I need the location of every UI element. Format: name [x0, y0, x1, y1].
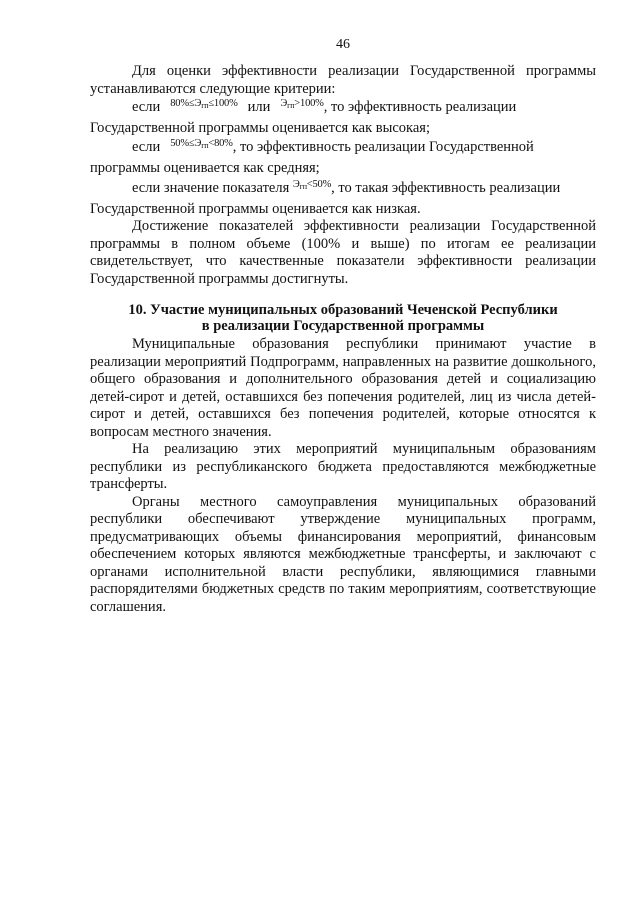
criterion-low-line-2: Государственной программы оценивается как низкая. [90, 200, 421, 217]
criterion-medium-line-2: программы оценивается как средняя; [90, 159, 320, 176]
formula-low: Эгп<50% [292, 179, 332, 191]
criterion-medium-then: , то эффективность реализации Государственной [232, 139, 534, 155]
criterion-low [90, 180, 596, 201]
criterion-low-then: , то такая эффективность реализации [331, 180, 561, 196]
formula-high-range: 80%≤Эгп≤100% [170, 98, 238, 110]
intro-line-1: Для оценки эффективности реализации Государственной программы [132, 63, 596, 79]
criterion-high [90, 99, 596, 120]
section-paragraph-1: Муниципальные образования республики принимают участие в реализации мероприятий Подпрограмм, направленных на развитие дошкольного, общего образования и дополнительного образования детей и социализацию детей-сирот и детей, оставшихся без попечения родителей, лиц из числа детей-сирот и детей, оставшихся без попечения родителей, которые относятся к вопросам местного значения. [90, 336, 596, 440]
section-heading [90, 302, 596, 334]
intro-paragraph [90, 63, 596, 98]
section-paragraph-3: Органы местного самоуправления муниципальных образований республики обеспечивают утверждение муниципальных программ, предусматривающих объемы финансирования мероприятий, финансовым обеспечением которых являются межбюджетные трансферты, и заключают с органами исполнительной власти республики, являющимися главными распорядителями бюджетных средств по таким мероприятиям, соответствующие соглашения. [90, 493, 596, 615]
document-page [90, 36, 596, 616]
formula-high-over: Эгп>100% [280, 98, 324, 110]
criterion-medium [90, 139, 596, 160]
criterion-high-if: если [132, 99, 161, 115]
criterion-high-line-2: Государственной программы оценивается как высокая; [90, 119, 430, 136]
criterion-high-or: или [247, 99, 271, 115]
criterion-medium-if: если [132, 139, 161, 155]
section-paragraph-2: На реализацию этих мероприятий муниципальным образованиям республики из республиканского бюджета предоставляются межбюджетные трансферты. [90, 441, 596, 492]
criterion-high-then: , то эффективность реализации [323, 99, 517, 115]
section-heading-line-2: в реализации Государственной программы [201, 318, 485, 334]
criterion-low-lead: если значение показателя [132, 180, 290, 196]
section-heading-line-1: 10. Участие муниципальных образований Чеченской Республики [128, 302, 558, 318]
achievement-paragraph: Достижение показателей эффективности реализации Государственной программы в полном объеме (100% и выше) по итогам ее реализации свидетельствует, что качественные показатели эффективности реализации Государственной программы достигнуты. [90, 218, 596, 287]
formula-medium-range: 50%≤Эгп<80% [170, 138, 233, 150]
page-number: 46 [336, 37, 350, 52]
intro-line-2: устанавливаются следующие критерии: [90, 80, 336, 97]
